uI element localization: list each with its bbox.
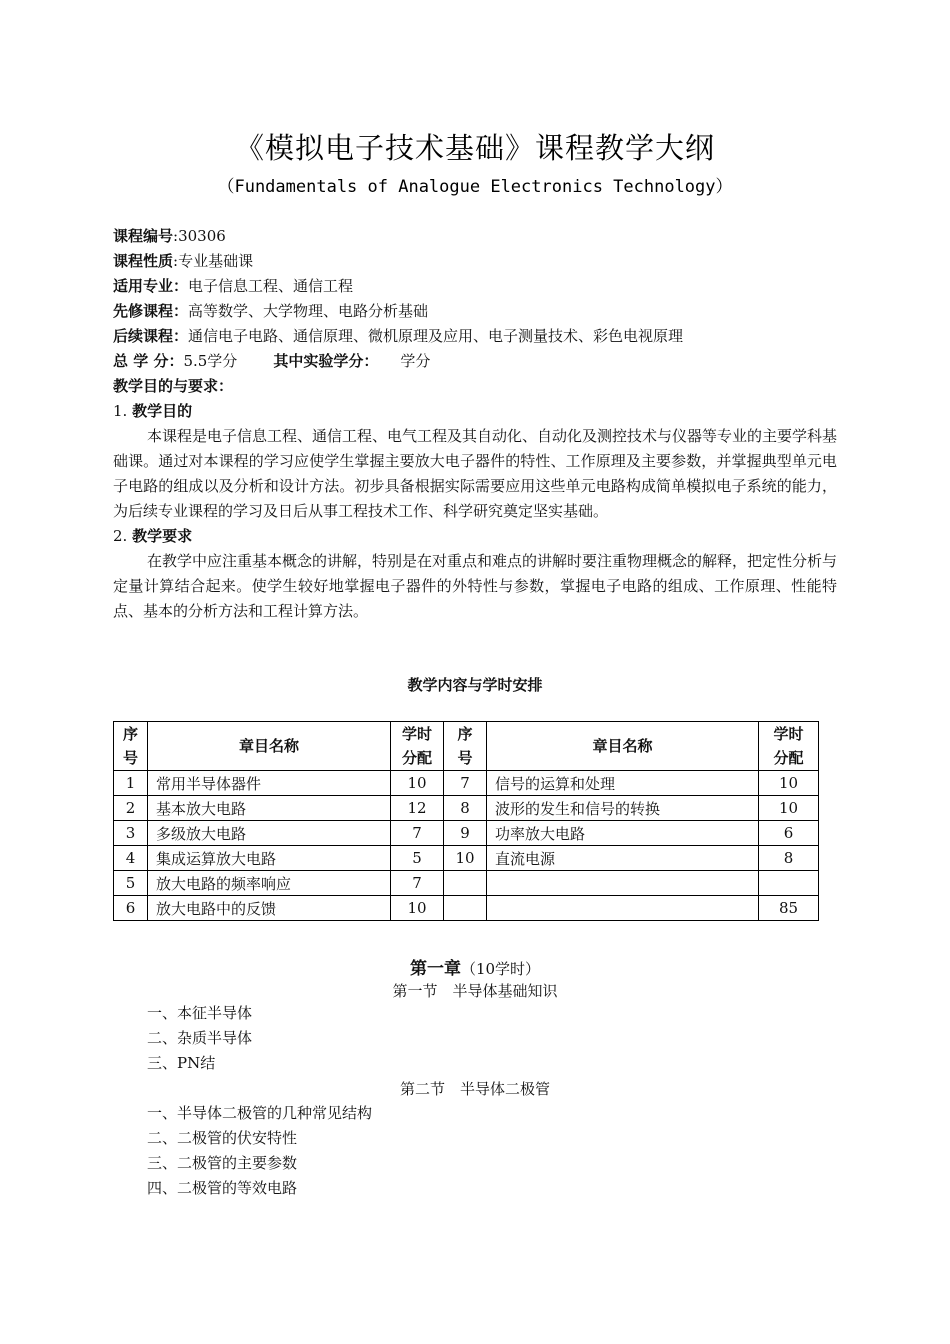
major-row bbox=[113, 274, 843, 299]
follow-label: 后续课程： bbox=[113, 327, 189, 345]
chapter-heading bbox=[0, 954, 950, 979]
cell-num: 6 bbox=[114, 896, 148, 921]
cell-name bbox=[487, 896, 759, 921]
cell-hours: 10 bbox=[759, 771, 819, 796]
goal2-number: 2. bbox=[113, 527, 128, 545]
cell-hours: 85 bbox=[759, 896, 819, 921]
cell-num: 2 bbox=[114, 796, 148, 821]
goal2-title: 教学要求 bbox=[132, 527, 193, 545]
course-code-label: 课程编号 bbox=[113, 227, 174, 245]
list-item: 四、二极管的等效电路 bbox=[147, 1179, 298, 1197]
cell-name: 放大电路中的反馈 bbox=[148, 896, 391, 921]
course-info bbox=[113, 224, 843, 624]
cell-name: 直流电源 bbox=[487, 846, 759, 871]
goals-heading: 教学目的与要求： bbox=[113, 377, 234, 395]
section-2-heading: 第二节 半导体二极管 bbox=[399, 1080, 550, 1098]
cell-num: 1 bbox=[114, 771, 148, 796]
cell-name: 多级放大电路 bbox=[148, 821, 391, 846]
header-hours-left: 学时 分配 bbox=[391, 722, 444, 771]
cell-hours: 10 bbox=[391, 771, 444, 796]
cell-num: 5 bbox=[114, 871, 148, 896]
course-nature-label: 课程性质 bbox=[113, 252, 174, 270]
section-1-list bbox=[147, 1001, 252, 1076]
list-item: 二、二极管的伏安特性 bbox=[147, 1129, 298, 1147]
cell-name: 集成运算放大电路 bbox=[148, 846, 391, 871]
course-code-row bbox=[113, 224, 843, 249]
cell-num: 3 bbox=[114, 821, 148, 846]
goal2-heading-row bbox=[113, 524, 843, 549]
course-nature-value: :专业基础课 bbox=[173, 252, 254, 270]
cell-hours: 10 bbox=[391, 896, 444, 921]
cell-name: 信号的运算和处理 bbox=[487, 771, 759, 796]
header-num-right: 序 号 bbox=[444, 722, 487, 771]
chapter-title: 第一章 bbox=[409, 959, 461, 979]
list-item: 一、半导体二极管的几种常见结构 bbox=[147, 1104, 373, 1122]
lab-credits-label: 其中实验学分： bbox=[273, 352, 379, 370]
goals-heading-row bbox=[113, 374, 843, 399]
table-caption: 教学内容与学时安排 bbox=[407, 676, 543, 694]
goal2-paragraph: 在教学中应注重基本概念的讲解，特别是在对重点和难点的讲解时要注重物理概念的解释，把定性分析与定量计算结合起来。使学生较好地掌握电子器件的外特性与参数，掌握电子电路的组成、工作原理、性能特点、基本的分析方法和工程计算方法。 bbox=[113, 552, 838, 620]
document-title: 《模拟电子技术基础》课程教学大纲 bbox=[234, 131, 715, 165]
cell-hours: 5 bbox=[391, 846, 444, 871]
course-code-value: :30306 bbox=[173, 227, 226, 245]
major-value: 电子信息工程、通信工程 bbox=[188, 277, 354, 295]
cell-hours: 10 bbox=[759, 796, 819, 821]
cell-name: 基本放大电路 bbox=[148, 796, 391, 821]
list-item: 三、PN结 bbox=[147, 1054, 216, 1072]
cell-name: 波形的发生和信号的转换 bbox=[487, 796, 759, 821]
section-1-heading: 第一节 半导体基础知识 bbox=[392, 982, 558, 1000]
cell-name: 功率放大电路 bbox=[487, 821, 759, 846]
goal1-paragraph: 本课程是电子信息工程、通信工程、电气工程及其自动化、自动化及测控技术与仪器等专业的主要学科基础课。通过对本课程的学习应使学生掌握主要放大电子器件的特性、工作原理及主要参数，并掌握典型单元电子电路的组成以及分析和设计方法。初步具备根据实际需要应用这些单元电路构成简单模拟电子系统的能力，为后续专业课程的学习及日后从事工程技术工作、科学研究奠定坚实基础。 bbox=[113, 427, 838, 520]
header-name-left: 章目名称 bbox=[148, 722, 391, 771]
course-nature-row bbox=[113, 249, 843, 274]
header-name-right: 章目名称 bbox=[487, 722, 759, 771]
prereq-row bbox=[113, 299, 843, 324]
list-item: 三、二极管的主要参数 bbox=[147, 1154, 298, 1172]
table-row bbox=[114, 896, 819, 921]
goal1-title: 教学目的 bbox=[132, 402, 193, 420]
goal1-heading-row bbox=[113, 399, 843, 424]
prereq-label: 先修课程： bbox=[113, 302, 189, 320]
hours-table bbox=[113, 721, 819, 921]
table-header-row bbox=[114, 722, 819, 771]
lab-credits-value: 学分 bbox=[400, 352, 431, 370]
cell-num bbox=[444, 871, 487, 896]
cell-hours: 8 bbox=[759, 846, 819, 871]
credits-row bbox=[113, 349, 843, 374]
cell-num: 8 bbox=[444, 796, 487, 821]
table-row bbox=[114, 846, 819, 871]
table-row bbox=[114, 821, 819, 846]
cell-name: 常用半导体器件 bbox=[148, 771, 391, 796]
credits-label: 总 学 分： bbox=[113, 352, 184, 370]
cell-num: 4 bbox=[114, 846, 148, 871]
credits-value: 5.5学分 bbox=[183, 352, 238, 370]
cell-hours bbox=[759, 871, 819, 896]
document-subtitle: （Fundamentals of Analogue Electronics Technology） bbox=[217, 177, 733, 197]
follow-row bbox=[113, 324, 843, 349]
cell-hours: 6 bbox=[759, 821, 819, 846]
cell-name: 放大电路的频率响应 bbox=[148, 871, 391, 896]
cell-hours: 7 bbox=[391, 821, 444, 846]
header-num-left: 序 号 bbox=[114, 722, 148, 771]
table-row bbox=[114, 871, 819, 896]
major-label: 适用专业： bbox=[113, 277, 189, 295]
prereq-value: 高等数学、大学物理、电路分析基础 bbox=[188, 302, 429, 320]
goal1-number: 1. bbox=[113, 402, 128, 420]
table-row bbox=[114, 771, 819, 796]
cell-name bbox=[487, 871, 759, 896]
chapter-hours: （10学时） bbox=[460, 960, 541, 978]
cell-hours: 12 bbox=[391, 796, 444, 821]
list-item: 二、杂质半导体 bbox=[147, 1029, 253, 1047]
header-hours-right: 学时 分配 bbox=[759, 722, 819, 771]
cell-num: 9 bbox=[444, 821, 487, 846]
follow-value: 通信电子电路、通信原理、微机原理及应用、电子测量技术、彩色电视原理 bbox=[188, 327, 684, 345]
section-2-list bbox=[147, 1101, 372, 1201]
cell-hours: 7 bbox=[391, 871, 444, 896]
cell-num: 10 bbox=[444, 846, 487, 871]
cell-num: 7 bbox=[444, 771, 487, 796]
cell-num bbox=[444, 896, 487, 921]
table-row bbox=[114, 796, 819, 821]
list-item: 一、本征半导体 bbox=[147, 1004, 253, 1022]
